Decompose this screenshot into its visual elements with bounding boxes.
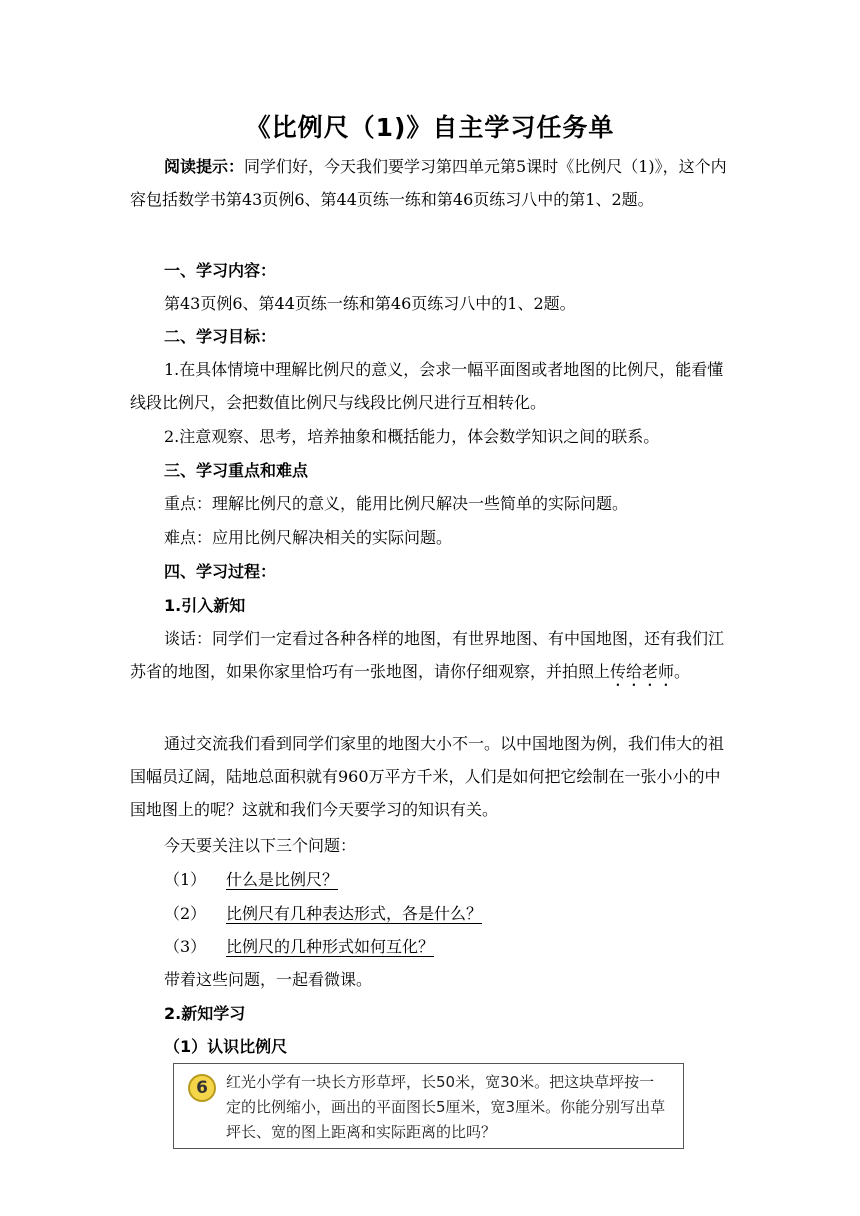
- key-point-text: 重点：理解比例尺的意义，能用比例尺解决一些简单的实际问题。: [164, 494, 629, 513]
- example-text: 红光小学有一块长方形草坪，长50米，宽30米。把这块草坪按一定的比例缩小，画出的平面图长5厘米，宽3厘米。你能分别写出草坪长、宽的图上距离和实际距离的比吗？: [226, 1073, 666, 1141]
- subsection-scale: （1）认识比例尺: [164, 1037, 288, 1056]
- question-item: [164, 930, 732, 963]
- reading-tip-text: 同学们好，今天我们要学习第四单元第5课时《比例尺（1)》，这个内容包括数学书第43页例6、第44页练一练和第46页练习八中的第1、2题。: [130, 157, 727, 209]
- example-box: [173, 1063, 684, 1149]
- reading-tip-label: 阅读提示：: [164, 157, 245, 176]
- subsection-intro: 1.引入新知: [164, 596, 246, 615]
- focus-intro: 今天要关注以下三个问题：: [164, 836, 357, 855]
- section-content-text: 第43页例6、第44页练一练和第46页练习八中的1、2题。: [164, 294, 576, 313]
- question-text: 比例尺的几种形式如何互化？: [226, 937, 435, 956]
- talk-text: 谈话：同学们一定看过各种各样的地图，有世界地图、有中国地图，还有我们江苏省的地图，如果你家里恰巧有一张地图，请你仔细观察，并拍照上: [130, 629, 725, 681]
- talk-end: 。: [674, 662, 691, 681]
- map-paragraph: 通过交流我们看到同学们家里的地图大小不一。以中国地图为例，我们伟大的祖国幅员辽阔，陆地总面积就有960万平方千米，人们是如何把它绘制在一张小小的中国地图上的呢？这就和我们今天要学习的知识有关。: [130, 734, 725, 819]
- emphasized-text: 传给老师: [610, 662, 675, 681]
- difficult-point-text: 难点：应用比例尺解决相关的实际问题。: [164, 528, 453, 547]
- section-heading-process: 四、学习过程：: [164, 562, 277, 581]
- question-number: （2）: [164, 904, 207, 923]
- goal-item: 1.在具体情境中理解比例尺的意义，会求一幅平面图或者地图的比例尺，能看懂线段比例尺，会把数值比例尺与线段比例尺进行互相转化。: [130, 360, 724, 412]
- section-heading-keypoints: 三、学习重点和难点: [164, 461, 309, 480]
- question-number: （3）: [164, 937, 207, 956]
- question-item: [164, 863, 732, 896]
- section-heading-content: 一、学习内容：: [164, 261, 277, 280]
- question-text: 比例尺有几种表达形式，各是什么？: [226, 904, 483, 923]
- section-heading-goals: 二、学习目标：: [164, 327, 277, 346]
- subsection-new-knowledge: 2.新知学习: [164, 1004, 246, 1023]
- watch-instruction: 带着这些问题，一起看微课。: [164, 970, 373, 989]
- question-item: [164, 897, 732, 930]
- talk-paragraph: [130, 622, 732, 690]
- question-number: （1）: [164, 870, 207, 889]
- example-number-badge: 6: [188, 1074, 216, 1102]
- question-text: 什么是比例尺？: [226, 870, 339, 889]
- page-title: 《比例尺（1)》自主学习任务单: [245, 113, 615, 142]
- reading-tip: [130, 150, 732, 216]
- goal-item: 2.注意观察、思考，培养抽象和概括能力，体会数学知识之间的联系。: [164, 427, 660, 446]
